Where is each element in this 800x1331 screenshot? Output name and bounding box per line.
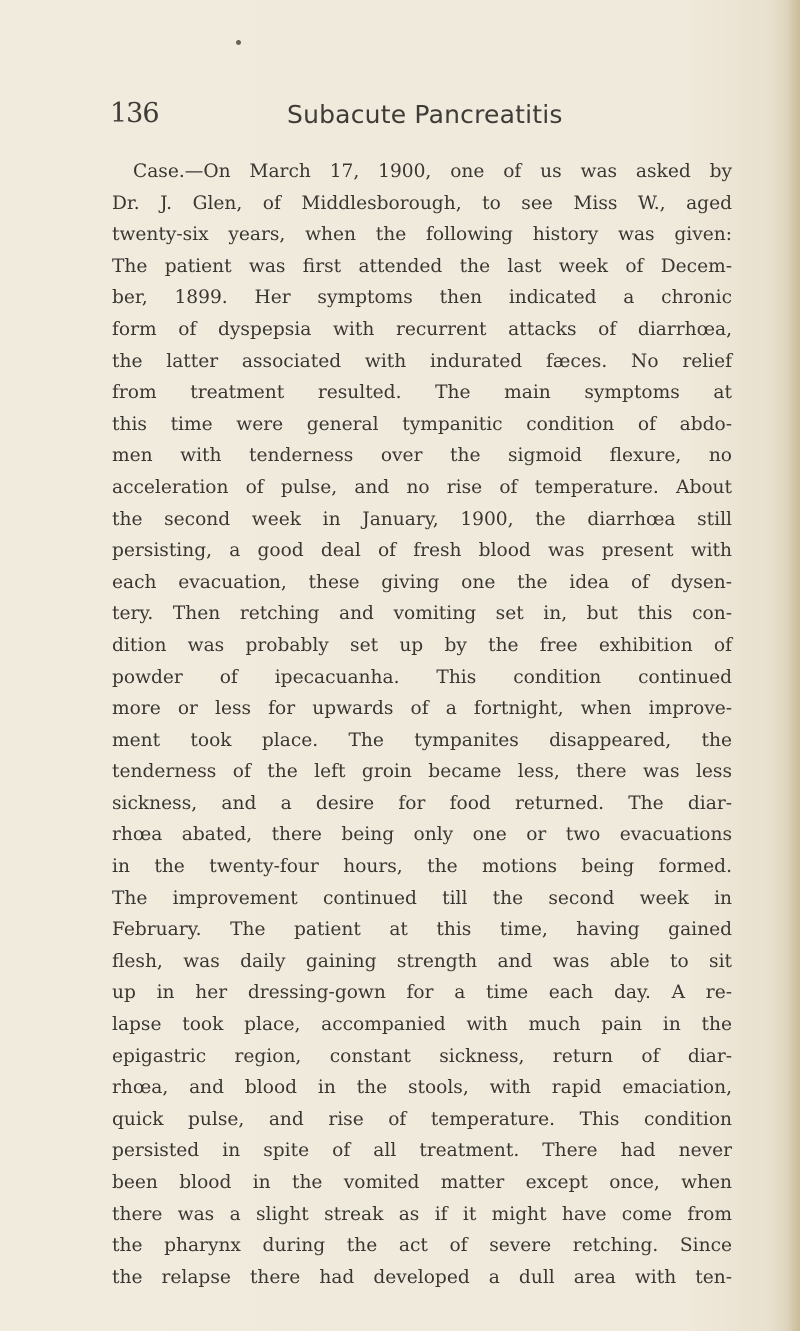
page-edge-shadow (786, 0, 800, 1331)
text-line: flesh, was daily gaining strength and was able to sit (112, 950, 732, 972)
text-line: up in her dressing-gown for a time each day. A re- (112, 982, 732, 1004)
text-line: tery. Then retching and vomiting set in, but this con- (112, 603, 732, 625)
page-number: 136 (110, 98, 159, 129)
text-line: twenty-six years, when the following history was given: (112, 224, 732, 246)
text-line: persisted in spite of all treatment. There had never (112, 1140, 732, 1162)
text-line: dition was probably set up by the free exhibition of (112, 634, 732, 656)
case-report-paragraph (112, 156, 732, 1293)
text-line: ment took place. The tympanites disappeared, the (112, 729, 732, 751)
text-line: the second week in January, 1900, the diarrhœa still (112, 508, 732, 530)
text-line: the pharynx during the act of severe retching. Since (112, 1235, 732, 1257)
text-line: epigastric region, constant sickness, return of diar- (112, 1045, 732, 1067)
text-line: Case.—On March 17, 1900, one of us was asked by (133, 161, 732, 182)
ink-speck (236, 40, 241, 45)
text-line: the relapse there had developed a dull area with ten- (112, 1266, 732, 1288)
text-line: powder of ipecacuanha. This condition continued (112, 666, 732, 688)
text-line: ber, 1899. Her symptoms then indicated a chronic (112, 287, 732, 309)
text-line: each evacuation, these giving one the idea of dysen- (112, 571, 732, 593)
text-line: the latter associated with indurated fæces. No relief (112, 350, 732, 372)
text-line: tenderness of the left groin became less, there was less (112, 761, 732, 783)
text-line: rhœa, and blood in the stools, with rapid emaciation, (112, 1077, 732, 1099)
running-title: Subacute Pancreatitis (287, 100, 563, 129)
text-line: lapse took place, accompanied with much pain in the (112, 1014, 732, 1036)
text-line: acceleration of pulse, and no rise of temperature. About (112, 476, 732, 498)
text-line: Dr. J. Glen, of Middlesborough, to see Miss W., aged (112, 192, 732, 214)
text-line: been blood in the vomited matter except once, when (112, 1172, 732, 1193)
text-line: rhœa abated, there being only one or two evacuations (112, 824, 732, 846)
text-line: February. The patient at this time, having gained (112, 919, 732, 941)
text-line: form of dyspepsia with recurrent attacks of diarrhœa, (112, 318, 732, 340)
text-line: more or less for upwards of a fortnight, when improve- (112, 698, 732, 720)
text-line: from treatment resulted. The main symptoms at (112, 382, 732, 404)
text-line: men with tenderness over the sigmoid flexure, no (112, 445, 732, 467)
text-line: sickness, and a desire for food returned. The diar- (112, 792, 732, 814)
text-line: The improvement continued till the second week in (112, 887, 732, 909)
text-line: quick pulse, and rise of temperature. This condition (112, 1108, 732, 1130)
text-line: The patient was first attended the last week of Decem- (112, 255, 732, 277)
text-line: this time were general tympanitic condition of abdo- (112, 413, 732, 435)
text-line: in the twenty-four hours, the motions being formed. (112, 856, 732, 878)
text-line: persisting, a good deal of fresh blood was present with (112, 540, 732, 562)
running-head (110, 98, 710, 138)
text-line: there was a slight streak as if it might have come from (112, 1203, 732, 1225)
